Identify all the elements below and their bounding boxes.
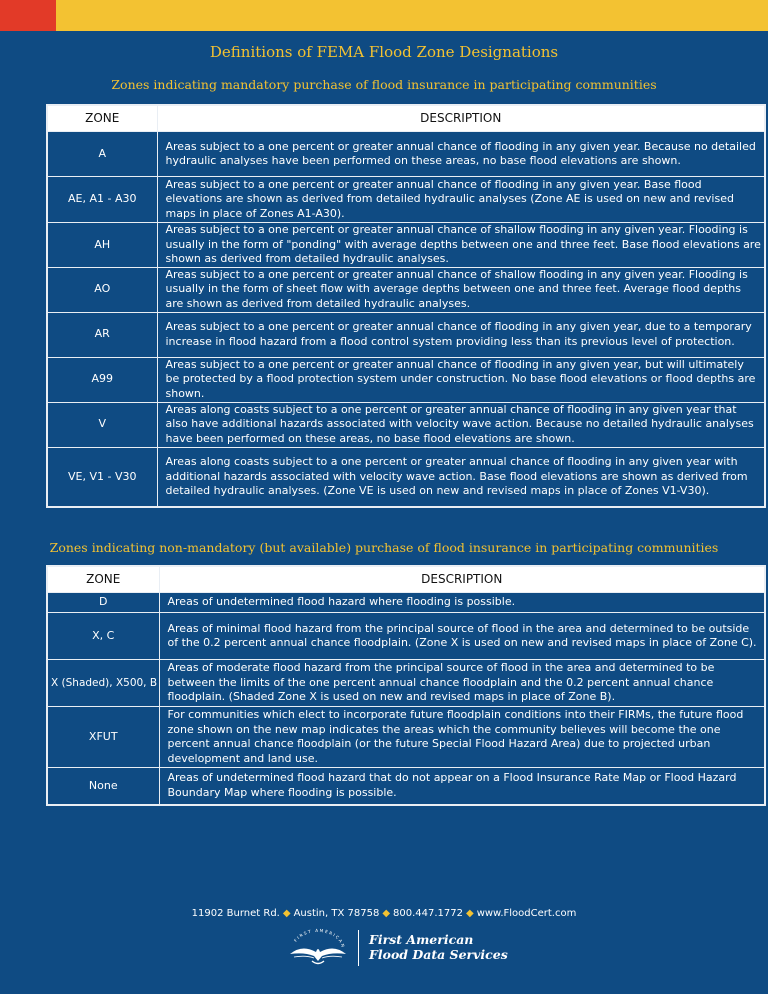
mandatory-zones-table <box>46 104 766 508</box>
table-row <box>47 593 765 613</box>
zone-column-header: ZONE <box>47 566 159 593</box>
table-row <box>47 613 765 660</box>
page-title: Definitions of FEMA Flood Zone Designations <box>209 43 559 61</box>
description-cell: Areas subject to a one percent or greater annual chance of shallow flooding in any given year. Flooding is usually in the form of "ponding" with average depths between one and three feet. Base flood elevations are shown as derived from detailed hydraulic analyses. <box>157 223 765 268</box>
zone-cell: AE, A1 - A30 <box>47 177 157 223</box>
description-cell: For communities which elect to incorporate future floodplain conditions into their FIRMs, the future flood zone shown on the new map indicates the areas which the community believes will become the one percent annual chance floodplain (or the future Special Flood Hazard Area) due to projected urban development and land use. <box>159 707 765 768</box>
footer-address: 11902 Burnet Rd. <box>191 908 280 919</box>
footer-contact <box>0 908 768 919</box>
footer-phone: 800.447.1772 <box>393 908 463 919</box>
zone-cell: A <box>47 132 157 177</box>
corner-red-block <box>0 0 56 31</box>
description-cell: Areas subject to a one percent or greater annual chance of shallow flooding in any given year. Flooding is usually in the form of sheet flow with average depths between one and three feet. Average flood depths are shown as derived from detailed hydraulic analyses. <box>157 267 765 312</box>
description-cell: Areas of undetermined flood hazard where flooding is possible. <box>159 593 765 613</box>
diamond-separator-icon: ◆ <box>382 908 391 919</box>
table-row <box>47 267 765 312</box>
zone-cell: XFUT <box>47 707 159 768</box>
logo-divider <box>358 930 359 966</box>
zone-column-header: ZONE <box>47 105 157 132</box>
table-row <box>47 132 765 177</box>
diamond-separator-icon: ◆ <box>466 908 474 919</box>
section2-heading: Zones indicating non-mandatory (but available) purchase of flood insurance in participating communities <box>49 540 719 555</box>
zone-cell: AR <box>47 312 157 357</box>
description-cell: Areas along coasts subject to a one percent or greater annual chance of flooding in any given year with additional hazards associated with velocity wave action. Base flood elevations are shown as derived from detailed hydraulic analyses. (Zone VE is used on new and revised maps in place of Zones V1-V30). <box>157 447 765 507</box>
description-cell: Areas subject to a one percent or greater annual chance of flooding in any given year. Because no detailed hydraulic analyses have been performed on these areas, no base flood elevations are shown. <box>157 132 765 177</box>
table-row <box>47 402 765 447</box>
description-column-header: DESCRIPTION <box>159 566 765 593</box>
zone-cell: X (Shaded), X500, B <box>47 660 159 707</box>
table-row <box>47 177 765 223</box>
logo-wordmark <box>369 932 508 962</box>
logo-line2: Flood Data Services <box>369 947 508 962</box>
footer-website[interactable]: www.FloodCert.com <box>476 908 577 919</box>
zone-cell: None <box>47 768 159 805</box>
zone-cell: VE, V1 - V30 <box>47 447 157 507</box>
table-row <box>47 707 765 768</box>
zone-cell: AO <box>47 267 157 312</box>
table-header-row <box>47 105 765 132</box>
non-mandatory-zones-table <box>46 565 766 806</box>
section1-heading: Zones indicating mandatory purchase of flood insurance in participating communities <box>111 77 657 92</box>
eagle-icon <box>282 928 354 968</box>
description-cell: Areas of undetermined flood hazard that do not appear on a Flood Insurance Rate Map or Flood Hazard Boundary Map where flooding is possible. <box>159 768 765 805</box>
table-header-row <box>47 566 765 593</box>
logo-arc-text: FIRST AMERICAN <box>292 928 346 949</box>
footer-city: Austin, TX 78758 <box>293 908 380 919</box>
table-row <box>47 768 765 805</box>
description-cell: Areas subject to a one percent or greater annual chance of flooding in any given year, but will ultimately be protected by a flood protection system under construction. No base flood elevations or flood depths are shown. <box>157 357 765 402</box>
description-cell: Areas subject to a one percent or greater annual chance of flooding in any given year. Base flood elevations are shown as derived from detailed hydraulic analyses (Zone AE is used on new and revised maps in place of Zones A1-A30). <box>157 177 765 223</box>
description-cell: Areas of moderate flood hazard from the principal source of flood in the area and determined to be between the limits of the one percent annual chance floodplain and the 0.2 percent annual chance floodplain. (Shaded Zone X is used on new and revised maps in place of Zone B). <box>159 660 765 707</box>
zone-cell: AH <box>47 223 157 268</box>
table-row <box>47 447 765 507</box>
zone-cell: D <box>47 593 159 613</box>
table-row <box>47 660 765 707</box>
diamond-separator-icon: ◆ <box>282 908 291 919</box>
table-row <box>47 357 765 402</box>
company-logo <box>282 928 522 968</box>
description-column-header: DESCRIPTION <box>157 105 765 132</box>
zone-cell: X, C <box>47 613 159 660</box>
table-row <box>47 312 765 357</box>
description-cell: Areas of minimal flood hazard from the principal source of flood in the area and determined to be outside of the 0.2 percent annual chance floodplain. (Zone X is used on new and revised maps in place of Zone C). <box>159 613 765 660</box>
header-gold-bar <box>56 0 768 31</box>
logo-line1: First American <box>369 932 474 947</box>
description-cell: Areas subject to a one percent or greater annual chance of flooding in any given year, due to a temporary increase in flood hazard from a flood control system providing less than its previous level of protection. <box>157 312 765 357</box>
zone-cell: A99 <box>47 357 157 402</box>
description-cell: Areas along coasts subject to a one percent or greater annual chance of flooding in any given year that also have additional hazards associated with velocity wave action. Because no detailed hydraulic analyses have been performed on these areas, no base flood elevations are shown. <box>157 402 765 447</box>
zone-cell: V <box>47 402 157 447</box>
svg-text:FIRST AMERICAN <box>293 928 346 949</box>
table-row <box>47 223 765 268</box>
